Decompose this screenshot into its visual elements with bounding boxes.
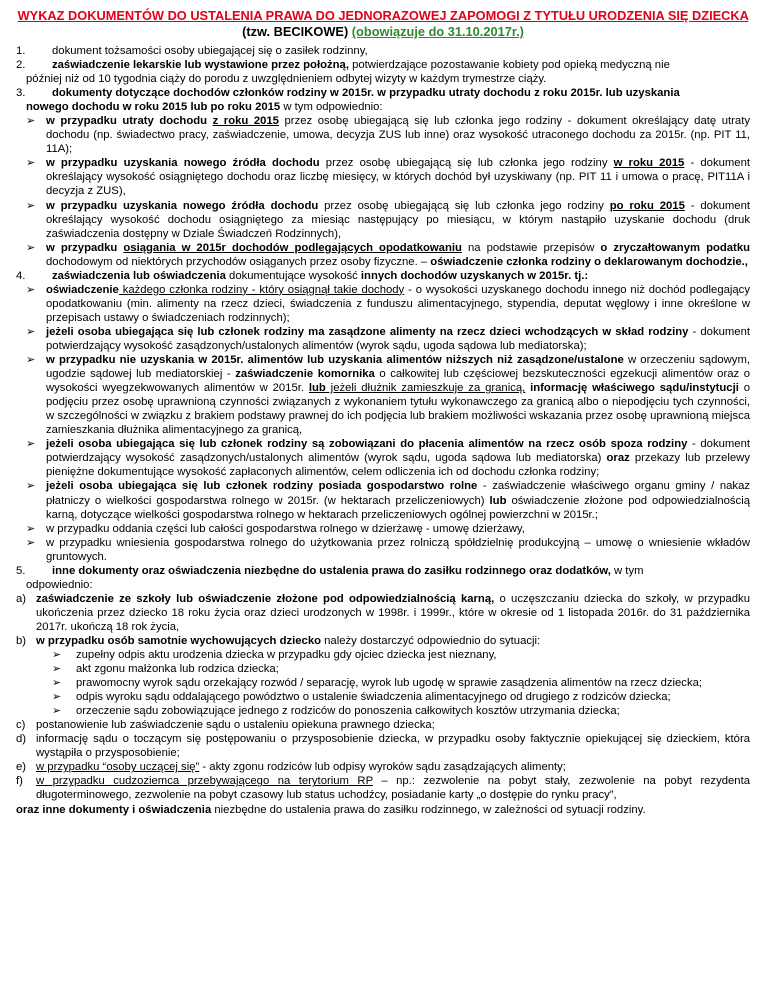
bullet-3c: ➢ w przypadku uzyskania nowego źródła dochodu przez osobę ubiegającą się lub członka jego rodziny po roku 2015 - dokument określający wysokość dochodu osiągniętego za miesiąc następujący po miesiącu, w którym nastąpiło uzyskanie dochodu (druk zaświadczenia dostępny w Dziale Świadczeń Rodzinnych), <box>26 199 750 240</box>
list-item-1: 1. dokument tożsamości osoby ubiegającej się o zasiłek rodzinny, <box>16 45 368 57</box>
arrow-bullet-icon: ➢ <box>26 325 36 338</box>
arrow-bullet-icon: ➢ <box>52 677 62 690</box>
arrow-bullet-icon: ➢ <box>26 115 36 128</box>
arrow-bullet-icon: ➢ <box>52 663 62 676</box>
list-item-2-cont: później niż od 10 tygodnia ciąży do porodu z uwzględnieniem odbytej wizyty w każdym trymestrze ciąży. <box>26 73 547 86</box>
bullet-b3: ➢ prawomocny wyrok sądu orzekający rozwód / separację, wyrok lub ugodę w sprawie zasądzenia alimentów na rzecz dziecka; <box>52 677 703 690</box>
arrow-bullet-icon: ➢ <box>26 536 36 549</box>
list-item-2: 2. zaświadczenie lekarskie lub wystawione przez położną, potwierdzające pozostawanie kobiety pod opieką medyczną nie <box>16 59 670 72</box>
arrow-bullet-icon: ➢ <box>26 157 36 170</box>
bullet-3d: ➢ w przypadku osiągania w 2015r dochodów podlegających opodatkowaniu na podstawie przepisów o zryczałtowanym podatku dochodowym od niektórych przychodów osiąganych przez osoby fizyczne. – oświadczenie członka rodziny o deklarowanym dochodzie., <box>26 241 751 268</box>
arrow-bullet-icon: ➢ <box>26 522 36 535</box>
list-item-3: 3. dokumenty dotyczące dochodów członków rodziny w 2015r. w przypadku utraty dochodu z roku 2015r. lub uzyskania <box>16 87 680 100</box>
bullet-4e: ➢ jeżeli osoba ubiegająca się lub członek rodziny posiada gospodarstwo rolne - zaświadczenie właściwego organu gminy / nakaz płatniczy o wielkości gospodarstwa rolnego w 2015r. (w hektarach przeliczeniowych) lub oświadczenie złożone pod odpowiedzialnością karną, dotyczące wielkości gospodarstwa rolnego w hektarach przeliczeniowych ogólnej powierzchni w 2015r.; <box>26 480 750 521</box>
bullet-b5: ➢ orzeczenie sądu zobowiązujące jednego z rodziców do ponoszenia całkowitych kosztów utrzymania dziecka; <box>52 705 620 718</box>
bullet-3b: ➢ w przypadku uzyskania nowego źródła dochodu przez osobę ubiegającą się lub członka jego rodziny w roku 2015 - dokument określający wysokość osiągniętego dochodu oraz liczbę miesięcy, w których dochód był uzyskiwany (np. PIT 11 i umowa o pracę, PIT11A i decyzja z ZUS), <box>26 157 750 198</box>
title-validity: (obowiązuje do 31.10.2017r.) <box>351 24 524 39</box>
list-item-e: e) w przypadku “osoby uczącej się” - akty zgonu rodziców lub odpisy wyroków sądu zasądzających alimenty; <box>16 761 566 774</box>
list-item-4: 4. zaświadczenia lub oświadczenia dokumentujące wysokość innych dochodów uzyskanych w 2015r. tj.: <box>16 269 589 282</box>
list-item-3-cont: nowego dochodu w roku 2015 lub po roku 2015 w tym odpowiednio: <box>26 101 383 114</box>
title-nickname: (tzw. BECIKOWE) <box>242 24 349 39</box>
bullet-b2: ➢ akt zgonu małżonka lub rodzica dziecka; <box>52 663 279 676</box>
list-item-d: d) informację sądu o toczącym się postępowaniu o przysposobienie dziecka, w przypadku osoby faktycznie opiekującej się dzieckiem, która wystąpiła o przysposobienie; <box>16 733 750 760</box>
arrow-bullet-icon: ➢ <box>26 241 36 254</box>
arrow-bullet-icon: ➢ <box>52 705 62 718</box>
arrow-bullet-icon: ➢ <box>26 199 36 212</box>
arrow-bullet-icon: ➢ <box>26 283 36 296</box>
bullet-4f: ➢ w przypadku oddania części lub całości gospodarstwa rolnego w dzierżawę - umowę dzierżawy, <box>26 522 525 535</box>
arrow-bullet-icon: ➢ <box>52 649 62 662</box>
bullet-4g: ➢ w przypadku wniesienia gospodarstwa rolnego do użytkowania przez rolniczą spółdzielnię produkcyjną – umowę o wniesienie wkładów gruntowych. <box>26 536 750 563</box>
list-item-5: 5. inne dokumenty oraz oświadczenia niezbędne do ustalenia prawa do zasiłku rodzinnego oraz dodatków, w tym <box>16 564 644 577</box>
title-main: WYKAZ DOKUMENTÓW DO USTALENIA PRAWA DO JEDNORAZOWEJ ZAPOMOGI Z TYTUŁU URODZENIA SIĘ DZIECKA <box>17 8 749 23</box>
list-item-c: c) postanowienie lub zaświadczenie sądu o ustaleniu opiekuna prawnego dziecka; <box>16 719 435 732</box>
bullet-b4: ➢ odpis wyroku sądu oddalającego powództwo o ustalenie świadczenia alimentacyjnego od drugiego z rodziców dziecka; <box>52 691 671 704</box>
list-item-b: b) w przypadku osób samotnie wychowujących dziecko należy dostarczyć odpowiednio do sytuacji: <box>16 634 541 647</box>
document-title <box>16 8 750 40</box>
bullet-b1: ➢ zupełny odpis aktu urodzenia dziecka w przypadku gdy ojciec dziecka jest nieznany, <box>52 649 497 662</box>
arrow-bullet-icon: ➢ <box>26 354 36 367</box>
bullet-4d: ➢ jeżeli osoba ubiegająca się lub członek rodziny są zobowiązani do płacenia alimentów na rzecz osób spoza rodziny - dokument potwierdzający wysokość zasądzonych/ustalonych alimentów (wyrok sądu, ugoda sądowa lub mediatorska) oraz przekazy lub przelewy pieniężne dokumentujące wysokość zapłaconych alimentów, celem odliczenia ich od dochodu członka rodziny; <box>26 438 750 479</box>
list-item-a: a) zaświadczenie ze szkoły lub oświadczenie złożone pod odpowiedzialnością karną, o uczęszczaniu dziecka do szkoły, w przypadku ukończenia przez dziecko 18 roku życia oraz dzieci urodzonych w 1998r. i 1999r., które w okresie od 1 listopada 2016r. do 31 października 2017r. ukończą 18 rok życia, <box>16 592 750 633</box>
bullet-4a: ➢ oświadczenie każdego członka rodziny - który osiągnął takie dochody - o wysokości uzyskanego dochodu innego niż dochód podlegający opodatkowaniu (min. alimenty na rzecz dzieci, świadczenia z funduszu alimentacyjnego, stypendia, deputat węglowy i inne określone w przepisach ustawy o świadczeniach rodzinnych); <box>26 283 750 324</box>
bullet-4b: ➢ jeżeli osoba ubiegająca się lub członek rodziny ma zasądzone alimenty na rzecz dzieci wchodzących w skład rodziny - dokument potwierdzający wysokość zasądzonych/ustalonych alimentów (wyrok sądu, ugoda sądowa lub mediatorska); <box>26 325 750 352</box>
bullet-4c: ➢ w przypadku nie uzyskania w 2015r. alimentów lub uzyskania alimentów niższych niż zasądzone/ustalone w orzeczeniu sądowym, ugodzie sądowej lub mediatorskiej - zaświadczenie komornika o całkowitej lub częściowej bezskuteczności egzekucji alimentów oraz o wysokości wyegzekwowanych alimentów w 2015r. lub jeżeli dłużnik zamieszkuje za granicą, informację właściwego sądu/instytucji o podjęciu przez osobę uprawnioną czynności związanych z wykonaniem tytułu wykonawczego za granicą albo o niepodjęciu tych czynności, w szczególności w związku z brakiem podstawy prawnej do ich podjęcia lub brakiem możliwości wskazania przez osobę uprawnioną miejsca zamieszkania dłużnika alimentacyjnego za granicą, <box>26 354 750 437</box>
final-note: oraz inne dokumenty i oświadczenia niezbędne do ustalenia prawa do zasiłku rodzinnego, w zależności od sytuacji rodziny. <box>16 803 646 816</box>
list-item-f: f) w przypadku cudzoziemca przebywającego na terytorium RP – np.: zezwolenie na pobyt stały, zezwolenie na pobyt rezydenta długoterminowego, zezwolenie na pobyt czasowy lub status uchodźcy, posiadanie karty „o dostępie do rynku pracy”, <box>16 775 750 802</box>
arrow-bullet-icon: ➢ <box>26 480 36 493</box>
arrow-bullet-icon: ➢ <box>52 691 62 704</box>
arrow-bullet-icon: ➢ <box>26 438 36 451</box>
bullet-3a: ➢ w przypadku utraty dochodu z roku 2015 przez osobę ubiegającą się lub członka jego rodziny - dokument określający datę utraty dochodu (np. świadectwo pracy, zaświadczenie, umowa, decyzja ZUS lub inne) oraz wysokość utraconego dochodu za 2015r. (np. PIT 11, 11A); <box>26 115 750 156</box>
list-item-5-cont: odpowiednio: <box>26 578 93 591</box>
